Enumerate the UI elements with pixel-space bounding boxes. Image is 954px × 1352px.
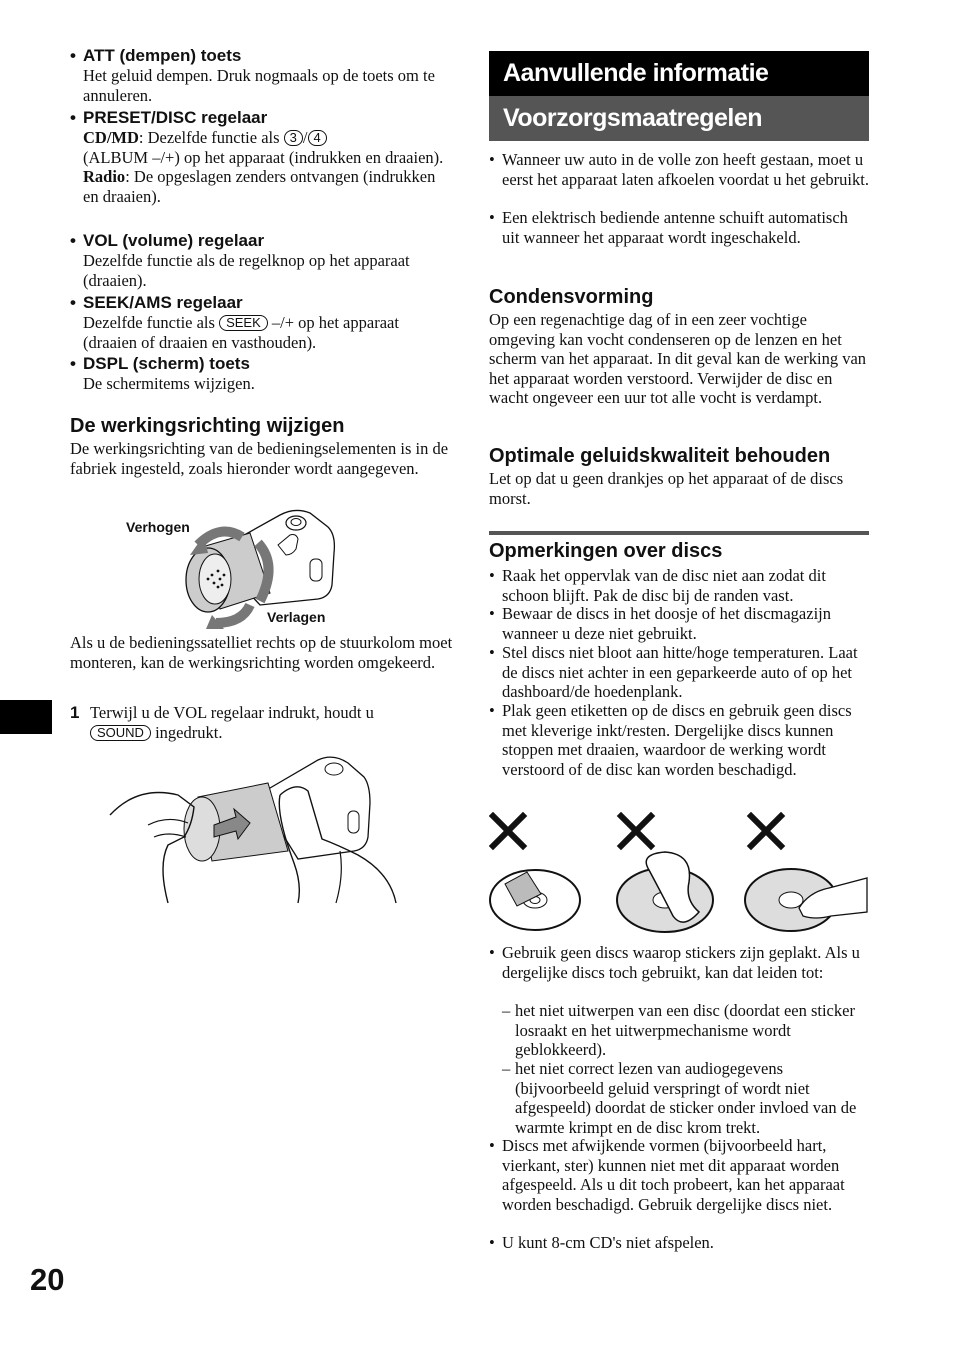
bullet: • xyxy=(70,46,76,65)
list-item xyxy=(489,566,869,605)
seek-key: SEEK xyxy=(219,315,268,331)
mode-label: CD/MD xyxy=(83,128,139,147)
item-term: VOL (volume) regelaar xyxy=(83,231,265,250)
bullet: • xyxy=(489,566,495,585)
item-text: Stel discs niet bloot aan hitte/hoge temperaturen. Laat de discs niet achter in een geparkeerde auto of op het dashboard/de hoedenplank. xyxy=(502,643,858,701)
item-text: het niet uitwerpen van een disc (doordat een sticker losraakt en het uitwerpmechanisme wordt geblokkeerd). xyxy=(515,1001,855,1059)
preset-4-key: 4 xyxy=(308,130,327,146)
disc-illustrations xyxy=(489,812,869,934)
warped-disc-icon xyxy=(617,852,713,932)
item-term: DSPL (scherm) toets xyxy=(83,354,250,373)
bullet: • xyxy=(489,701,495,720)
bullet: • xyxy=(489,643,495,662)
list-item xyxy=(489,643,869,702)
item-text-part: Dezelfde functie als xyxy=(83,313,220,332)
section-banner-precautions xyxy=(489,96,869,141)
list-item xyxy=(489,943,869,982)
item-term: ATT (dempen) toets xyxy=(83,46,242,65)
list-item xyxy=(70,108,455,206)
item-text-part: : De opgeslagen zenders ontvangen (indrukken en draaien). xyxy=(83,167,436,206)
item-term: PRESET/DISC regelaar xyxy=(83,108,268,127)
bullet: • xyxy=(70,354,76,373)
bullet: • xyxy=(70,293,76,312)
discs-heading: Opmerkingen over discs xyxy=(489,540,723,562)
increase-label: Verhogen xyxy=(126,519,190,535)
item-text-part: –/+ op het apparaat (draaien of draaien en vasthouden). xyxy=(83,313,399,352)
condensation-heading: Condensvorming xyxy=(489,286,654,308)
item-text: Wanneer uw auto in de volle zon heeft gestaan, moet u eerst het apparaat laten afkoelen voordat u het gebruikt. xyxy=(502,150,869,189)
section-banner-additional-info xyxy=(489,51,869,96)
section-divider xyxy=(489,531,869,535)
sound-key: SOUND xyxy=(90,725,151,741)
step-text-part: Terwijl u de VOL regelaar indrukt, houdt u xyxy=(90,703,374,722)
sound-quality-heading: Optimale geluidskwaliteit behouden xyxy=(489,445,831,467)
press-and-hold-figure xyxy=(108,755,400,905)
item-text xyxy=(83,313,455,352)
item-text-part: : Dezelfde functie als xyxy=(138,128,284,147)
bullet: • xyxy=(489,943,495,962)
item-text: Dezelfde functie als de regelknop op het apparaat (draaien). xyxy=(83,251,410,290)
cross-icon xyxy=(493,816,781,846)
item-text: Een elektrisch bediende antenne schuift automatisch uit wanneer het apparaat wordt ingeschakeld. xyxy=(502,208,848,247)
item-text: het niet correct lezen van audiogegevens (bijvoorbeeld geluid verspringt of wordt niet afgespeeld) doordat de sticker onder invloed van de warmte krimpt en de disc krom trekt. xyxy=(515,1059,857,1137)
item-text-part: (ALBUM –/+) op het apparaat (indrukken en draaien). xyxy=(83,147,444,167)
section-heading: De werkingsrichting wijzigen xyxy=(70,415,345,437)
step-1 xyxy=(70,703,455,742)
mode-label: Radio xyxy=(83,167,126,186)
dash: – xyxy=(502,1001,511,1020)
disc-warnings-figure xyxy=(489,812,869,934)
item-text xyxy=(83,167,455,206)
disc-with-sticker-icon xyxy=(490,870,580,930)
item-term: SEEK/AMS regelaar xyxy=(83,293,243,312)
page-number: 20 xyxy=(30,1262,65,1297)
bullet: • xyxy=(70,231,76,250)
item-text: Raak het oppervlak van de disc niet aan zodat dit schoon blijft. Pak de disc bij de randen vast. xyxy=(502,566,826,605)
item-text: Discs met afwijkende vormen (bijvoorbeeld hart, vierkant, ster) kunnen niet met dit apparaat worden afgespeeld. Als u dit toch probeert, kan het apparaat worden beschadigd. Gebruik dergelijke discs niet. xyxy=(502,1136,845,1214)
list-item xyxy=(489,701,869,779)
condensation-text: Op een regenachtige dag of in een zeer vochtige omgeving kan vocht condenseren op de lenzen en het scherm van het apparaat. In dit geval kan de werking van het apparaat worden verstoord. Verwijder de disc en wacht ongeveer een uur tot alle vocht is verdampt. xyxy=(489,310,867,407)
bullet: • xyxy=(489,208,495,227)
sound-quality-text: Let op dat u geen drankjes op het apparaat of de discs morst. xyxy=(489,469,844,508)
sub-list-item xyxy=(502,1001,869,1060)
list-item xyxy=(489,208,869,247)
bullet: • xyxy=(489,1233,495,1252)
list-item xyxy=(489,1136,869,1214)
bullet: • xyxy=(489,604,495,623)
list-item xyxy=(70,293,455,352)
step-text xyxy=(90,703,455,742)
section-text: De werkingsrichting van de bedieningselementen is in de fabriek ingesteld, zoals hieronder wordt aangegeven. xyxy=(70,439,449,478)
item-text: Bewaar de discs in het doosje of het discmagazijn wanneer u deze niet gebruikt. xyxy=(502,604,831,643)
item-text: Het geluid dempen. Druk nogmaals op de toets om te annuleren. xyxy=(83,66,435,105)
list-item xyxy=(70,46,455,105)
step-text-part: ingedrukt. xyxy=(150,722,223,742)
list-item xyxy=(489,150,869,189)
item-text xyxy=(83,128,455,167)
list-item xyxy=(70,354,455,394)
dash: – xyxy=(502,1059,511,1078)
list-item xyxy=(489,604,869,643)
banner-title: Voorzorgsmaatregelen xyxy=(503,104,763,132)
item-text: U kunt 8-cm CD's niet afspelen. xyxy=(502,1233,714,1252)
preset-3-key: 3 xyxy=(284,130,303,146)
control-direction-figure xyxy=(120,505,350,630)
reverse-direction-text: Als u de bedieningssatelliet rechts op de stuurkolom moet monteren, kan de werkingsrichting worden omgekeerd. xyxy=(70,633,453,672)
disc-with-hand-icon xyxy=(745,869,867,931)
bullet: • xyxy=(489,150,495,169)
control-knob-illustration xyxy=(120,505,350,630)
hand-illustration xyxy=(108,755,400,905)
bullet: • xyxy=(489,1136,495,1155)
list-item xyxy=(70,231,455,290)
item-text: De schermitems wijzigen. xyxy=(83,374,255,393)
banner-title: Aanvullende informatie xyxy=(503,59,769,87)
item-text: Gebruik geen discs waarop stickers zijn geplakt. Als u dergelijke discs toch gebruikt, kan dat leiden tot: xyxy=(502,943,860,982)
bullet: • xyxy=(70,108,76,127)
step-number: 1 xyxy=(70,703,80,722)
sub-list-item xyxy=(502,1059,869,1137)
section-tab-marker xyxy=(0,700,52,734)
list-item xyxy=(489,1233,869,1253)
item-text: Plak geen etiketten op de discs en gebruik geen discs met kleverige inkt/resten. Dergelijke discs kunnen stoppen met draaien, waardoor de werking wordt verstoord of de disc kan worden beschadigd. xyxy=(502,701,852,779)
slash: / xyxy=(302,128,308,147)
decrease-label: Verlagen xyxy=(267,609,326,625)
